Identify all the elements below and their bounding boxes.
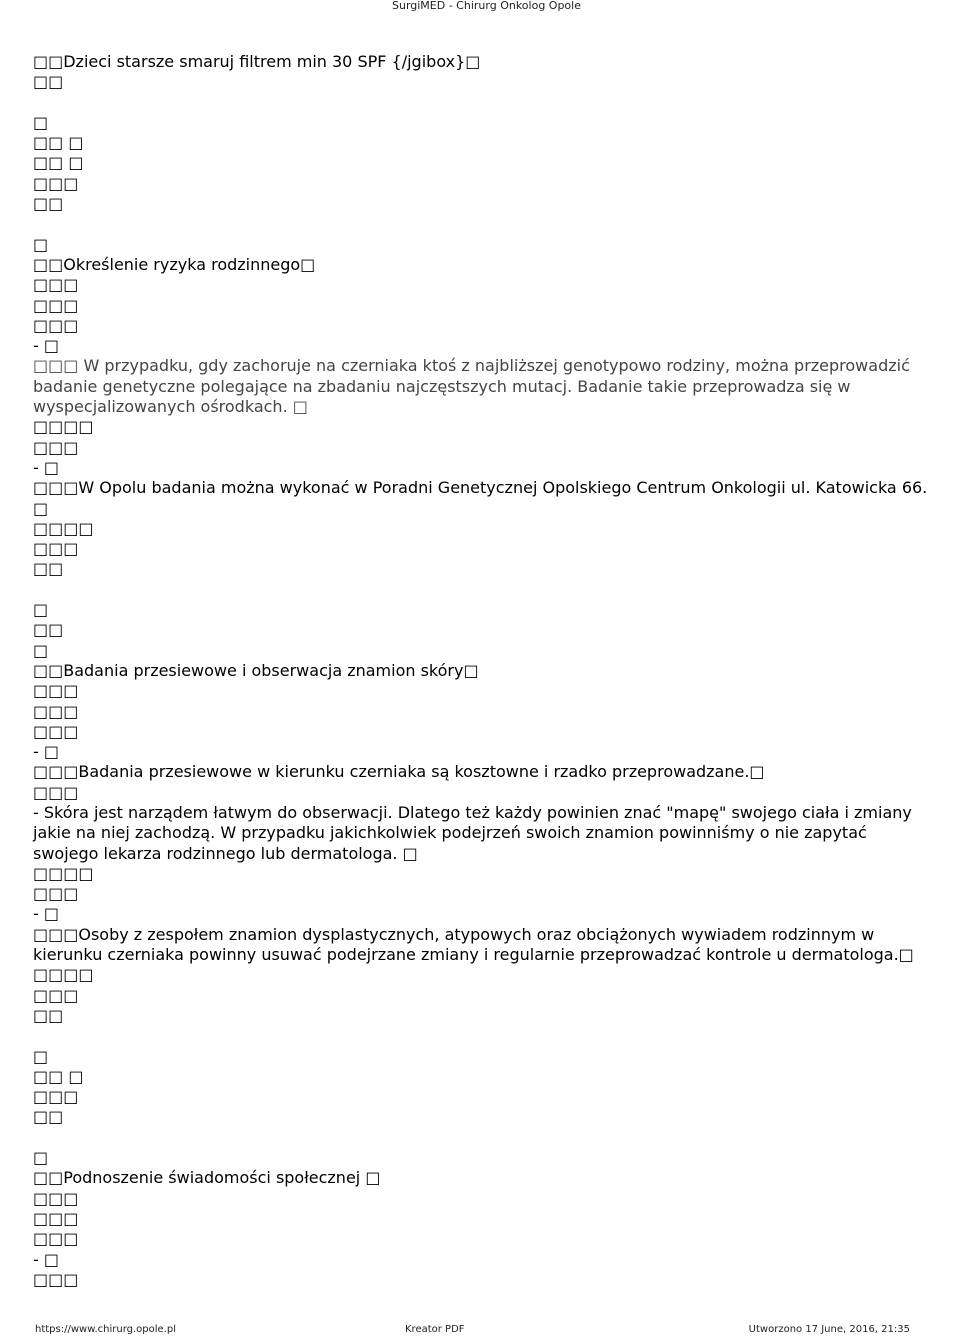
footer-url-link[interactable]: https://www.chirurg.opole.pl	[35, 1324, 176, 1335]
blank-line	[33, 1026, 928, 1046]
text-line: □	[33, 600, 49, 620]
text-line: □□□	[33, 1269, 79, 1289]
text-line: □□	[33, 72, 64, 92]
text-line: □	[33, 234, 49, 254]
text-line: - □	[33, 904, 59, 924]
text-line: □□□Osoby z zespołem znamion dysplastycznych, atypowych oraz obciążonych wywiadem rodzinnym w kierunku czerniaka powinny usuwać podejrzane zmiany i regularnie przeprowadzać kontrole u dermatologa.□	[33, 924, 914, 965]
text-line: □□Określenie ryzyka rodzinnego□	[33, 254, 316, 274]
text-line: □□□	[33, 884, 79, 904]
text-line: □□Badania przesiewowe i obserwacja znamion skóry□	[33, 660, 479, 680]
footer-created-date: Utworzono 17 June, 2016, 21:35	[748, 1324, 910, 1335]
text-line: - □	[33, 457, 59, 477]
text-line: □□□	[33, 295, 79, 315]
text-line: □□ □	[33, 153, 84, 173]
text-line: □□□	[33, 539, 79, 559]
text-line: □□□	[33, 721, 79, 741]
text-line: □□Dzieci starsze smaruj filtrem min 30 SPF {/jgibox}□	[33, 52, 481, 71]
text-line: □□□W Opolu badania można wykonać w Poradni Genetycznej Opolskiego Centrum Onkologii ul. Katowicka 66. □	[33, 478, 933, 518]
text-line: - □	[33, 1249, 59, 1269]
text-line: □□Podnoszenie świadomości społecznej □	[33, 1168, 381, 1188]
text-line: - Skóra jest narządem łatwym do obserwacji. Dlatego też każdy powinien znać "mapę" swojego ciała i zmiany jakie na niej zachodzą. W przypadku jakichkolwiek podejrzeń swoich znamion powinniśmy o nie zapytać swojego lekarza rodzinnego lub dermatologa. □	[33, 802, 917, 863]
text-line: □	[33, 112, 49, 132]
text-line: □□□□	[33, 965, 94, 985]
text-line: □□□	[33, 681, 79, 701]
text-line: □□□	[33, 275, 79, 295]
text-line: □□	[33, 1107, 64, 1127]
text-line: □□□	[33, 1188, 79, 1208]
text-line: □	[33, 1148, 49, 1168]
text-line: □□	[33, 194, 64, 214]
blank-line	[33, 214, 928, 234]
text-line: □□□	[33, 1208, 79, 1228]
text-line: □□□	[33, 701, 79, 721]
blank-line	[33, 93, 928, 113]
text-line: □□□	[33, 1087, 79, 1107]
footer-creator: Kreator PDF	[405, 1324, 465, 1335]
page-header-title: SurgiMED - Chirurg Onkolog Opole	[391, 0, 581, 12]
text-line: □□□	[33, 315, 79, 335]
text-line: □□□	[33, 985, 79, 1005]
text-line: □□ □	[33, 1066, 84, 1086]
text-line: □	[33, 640, 49, 660]
text-line: □□□ W przypadku, gdy zachoruje na czerniaka ktoś z najbliższej genotypowo rodziny, można przeprowadzić badanie genetyczne polegające na zbadaniu najczęstszych mutacj. Badanie takie przeprowadza się w wyspecjalizowanych ośrodkach. □	[33, 356, 915, 417]
blank-line	[33, 1128, 928, 1148]
text-line: □□□	[33, 1229, 79, 1249]
document-body	[33, 52, 933, 1290]
text-line: □□	[33, 559, 64, 579]
text-line: □□□	[33, 437, 79, 457]
text-line: □□	[33, 620, 64, 640]
text-line: □	[33, 1046, 49, 1066]
text-line: □□□	[33, 173, 79, 193]
blank-line	[33, 580, 928, 600]
text-line: □□□□	[33, 518, 94, 538]
text-line: □□□	[33, 782, 79, 802]
text-line: □□□□	[33, 863, 94, 883]
text-line: □□ □	[33, 133, 84, 153]
text-line: □□□□	[33, 417, 94, 437]
text-line: - □	[33, 336, 59, 356]
text-line: - □	[33, 742, 59, 762]
text-line: □□	[33, 1005, 64, 1025]
text-line: □□□Badania przesiewowe w kierunku czerniaka są kosztowne i rzadko przeprowadzane.□	[33, 762, 765, 782]
